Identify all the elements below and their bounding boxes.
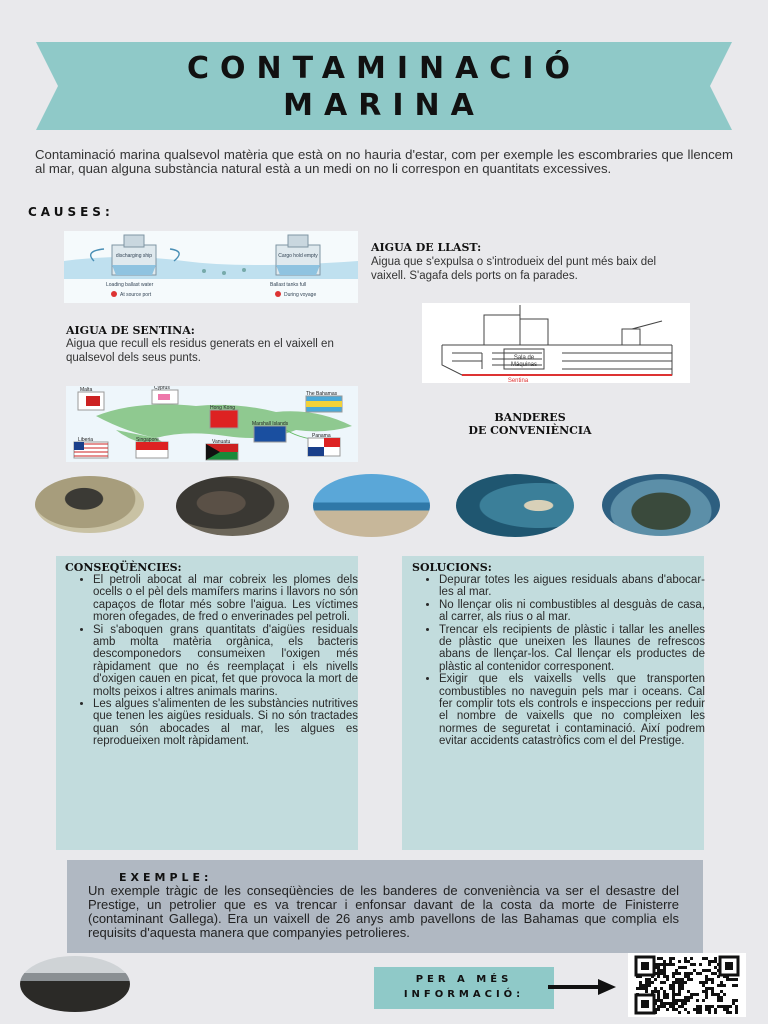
solutions-panel [402, 556, 704, 850]
more-info-line-2: INFORMACIÓ: [403, 989, 525, 1000]
flags-heading-line-2: DE CONVENIÈNCIA [468, 424, 592, 437]
consequence-item: • El petroli abocat al mar cobreix les plomes dels ocells o el pèl dels mamífers marins i llavors no són capaços de flotar més sobre l'aigua. Les víctimes moren ofegades, de fred o enverinades pel petroli. [93, 574, 358, 624]
oiled-bird-photo [35, 476, 144, 533]
bilge-heading: AIGUA DE SENTINA: [66, 324, 195, 337]
polluted-beach-photo [313, 474, 430, 537]
qr-code[interactable] [628, 953, 746, 1017]
qr-code-icon [628, 953, 746, 1017]
flags-of-convenience-map [66, 386, 358, 462]
room-label-1: Sala de [513, 355, 535, 361]
prestige-oil-beach-photo [20, 956, 130, 1012]
bilge-text: Aigua que recull els residus generats en el vaixell en qualsevol dels seus punts. [66, 338, 334, 364]
consequence-item: • Les algues s'alimenten de les substàncies nutritives que tenen les aigües residuals. Si no són tractades quan són abocades al mar, les algues es reprodueixen molt ràpidament. [93, 698, 358, 748]
consequences-heading: CONSEQÜÈNCIES: [65, 561, 182, 574]
solutions-heading: SOLUCIONS: [412, 561, 492, 574]
oiled-seal-photo [176, 476, 289, 536]
solution-item: • Exigir que els vaixells vells que transporten combustibles no naveguin pels mar i oceans. Cal fer complir tots els controls e inspeccions per reduir el nombre de vaixells que no compleixen les normes de seguretat i contaminació. Així podrem evitar accidents catastròfics com el del Prestige. [439, 673, 705, 747]
title-banner [36, 42, 732, 130]
consequences-panel [56, 556, 358, 850]
step-1: At source port [120, 292, 152, 298]
map-label-7: Vanuatu [212, 439, 231, 445]
ballast-heading: AIGUA DE LLAST: [371, 241, 482, 254]
room-label-2: Máquinas [510, 362, 538, 368]
consequence-item: • Si s'aboquen grans quantitats d'aigües residuals amb molta matèria orgànica, els bacteris descomponedors consumeixen l'oxigen més ràpidament que no és reemplaçat i els nivells d'oxigen cauen en picat, fet que provoca la mort de molts peixos i altres animals marins. [93, 624, 358, 698]
more-info-tag [374, 967, 554, 1009]
solution-item: • Trencar els recipients de plàstic i tallar les anelles de plàstic que uneixen les llaunes de refrescos abans de llençar-los. Cal llençar els productes de plàstic al contenidor corresponent. [439, 624, 705, 674]
ship-engine-room-diagram [422, 303, 690, 383]
caption-1: Loading ballast water [106, 282, 154, 288]
map-label-0: Malta [80, 387, 93, 393]
ballast-text: Aigua que s'expulsa o s'introdueix del punt més baix del vaixell. S'agafa dels ports on fa parades. [371, 256, 657, 282]
caption-2: Ballast tanks full [270, 282, 307, 288]
map-label-8: Panama [312, 433, 331, 439]
map-label-4: Marshall Islands [252, 421, 289, 427]
flags-heading-line-1: BANDERES [494, 411, 566, 424]
ship-2-label: Cargo hold empty [278, 253, 318, 259]
example-heading: EXEMPLE: [119, 871, 213, 884]
step-2: During voyage [284, 292, 317, 298]
causes-heading: CAUSES: [28, 205, 114, 219]
map-label-3: Hong Kong [210, 405, 236, 411]
ballast-water-diagram [64, 231, 358, 303]
solution-item: • No llençar olis ni combustibles al desguàs de casa, al carrer, als rius o al mar. [439, 599, 705, 624]
title-line-2: MARINA [283, 88, 485, 123]
title-line-1: CONTAMINACIÓ [186, 51, 581, 86]
flags-heading [430, 411, 630, 437]
map-label-6: Singapore [136, 437, 159, 443]
example-box [67, 860, 703, 953]
underwater-debris-photo [602, 474, 720, 536]
intro-text: Contaminació marina qualsevol matèria que està on no hauria d'estar, com per exemple les escombraries que llencem al mar, quan alguna substància natural està a un medi on no li correspon en quantitats excessives. [35, 147, 733, 176]
solution-item: • Depurar totes les aigues residuals abans d'abocar-les al mar. [439, 574, 705, 599]
map-label-1: Cyprus [154, 386, 170, 391]
more-info-line-1: PER A MÉS [415, 974, 513, 985]
map-label-2: The Bahamas [306, 391, 338, 397]
ship-1-label: discharging ship [115, 253, 153, 259]
arrow-right-icon [546, 976, 618, 998]
example-text: Un exemple tràgic de les conseqüències de les banderes de conveniència va ser el desastre del Prestige, un petrolier que es va trencar i enfonsar davant de la costa da morte de Finisterre (contaminant Gallega). Era un vaixell de 26 anys amb pavellons de las Bahamas que complia els requisits d'aquesta manera que companyies petrolieres. [88, 883, 679, 940]
bilge-label: Sentina [507, 378, 529, 383]
underwater-sewage-photo [456, 474, 574, 537]
map-label-5: Liberia [78, 437, 94, 443]
